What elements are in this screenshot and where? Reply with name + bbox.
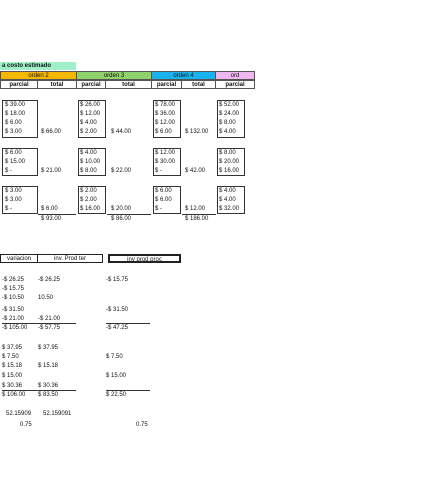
cell-total: $ 42.00 [185, 168, 206, 174]
cell-total: $ 20.00 [111, 206, 132, 212]
order-3-header: orden 3 [76, 71, 152, 80]
cell: $ 8.00 [219, 150, 236, 156]
cell: $ 6.00 [5, 120, 22, 126]
cell: $ 24.00 [219, 111, 240, 117]
order-5-header: ord [215, 71, 255, 80]
cell-total: $ 66.00 [41, 129, 62, 135]
var-cell: $ 15.18 [2, 363, 23, 369]
var-cell: -$ 26.25 [2, 277, 25, 283]
proc-cell: $ 15.00 [106, 373, 127, 379]
cell: $ 36.00 [155, 111, 176, 117]
subheader-total-2: total [105, 80, 152, 89]
cell: $ 2.00 [80, 197, 97, 203]
cell-total: $ 21.00 [41, 168, 62, 174]
proc-cell: $ 7.50 [106, 354, 123, 360]
cell-total: $ 22.00 [111, 168, 132, 174]
cell: $ 4.00 [80, 120, 97, 126]
var-cell: $ 106.00 [2, 392, 26, 398]
cell: $ 18.00 [5, 111, 26, 117]
ter-cell: $ 83.50 [38, 392, 59, 398]
cell: $ 16.00 [80, 206, 101, 212]
header-inv-prod-proc: inv prod proc [108, 254, 181, 263]
proc-cell: $ 22.50 [106, 392, 127, 398]
ter-cell: -$ 57.75 [38, 325, 61, 331]
cell-sum: $ 86.00 [111, 216, 132, 222]
cell: $ 8.00 [219, 120, 236, 126]
cell: $ 6.00 [155, 188, 172, 194]
cell: $ 6.00 [5, 150, 22, 156]
proc-cell: -$ 31.50 [106, 307, 129, 313]
cell: $ 2.00 [80, 129, 97, 135]
cell: $ - [5, 206, 13, 212]
ter-cell: -$ 26.25 [38, 277, 61, 283]
footer-value-a: 52.15909 [6, 411, 32, 417]
cell-sum: $ 186.00 [185, 216, 209, 222]
ter-cell: 10.50 [38, 295, 54, 301]
proc-cell: -$ 47.25 [106, 325, 129, 331]
cell: $ 3.00 [5, 197, 22, 203]
var-cell: -$ 10.50 [2, 295, 25, 301]
ter-cell: -$ 21.00 [38, 316, 61, 322]
cell: $ 10.00 [80, 159, 101, 165]
cell-total: $ 6.00 [41, 206, 58, 212]
order-4-header: orden 4 [151, 71, 216, 80]
subheader-parcial-1: parcial [0, 80, 38, 89]
cell: $ 6.00 [155, 129, 172, 135]
subheader-parcial-2: parcial [76, 80, 106, 89]
var-cell: $ 30.36 [2, 383, 23, 389]
order-2-header: orden 2 [0, 71, 77, 80]
cell: $ 12.00 [155, 120, 176, 126]
header-inv-prod-ter: inv. Prod ter [37, 254, 103, 263]
sum-line [106, 390, 150, 391]
subheader-total-3: total [181, 80, 216, 89]
cell-total: $ 12.00 [185, 206, 206, 212]
cell: $ 32.00 [219, 206, 240, 212]
cell: $ 3.00 [5, 129, 22, 135]
cell: $ 30.00 [155, 159, 176, 165]
cell: $ 2.00 [80, 188, 97, 194]
var-cell: -$ 21.00 [2, 316, 25, 322]
cell: $ 4.00 [80, 150, 97, 156]
cell: $ - [155, 168, 163, 174]
footer-value-b: 52.159091 [43, 411, 72, 417]
subheader-total-1: total [37, 80, 77, 89]
subheader-parcial-3: parcial [151, 80, 182, 89]
ter-cell: $ 15.18 [38, 363, 59, 369]
cell: $ 6.00 [155, 197, 172, 203]
cell: $ 4.00 [219, 197, 236, 203]
footer-value-d: 0.75 [136, 422, 148, 428]
cell: $ 26.00 [80, 102, 101, 108]
ter-cell: $ 37.95 [38, 345, 59, 351]
cell: $ 12.00 [155, 150, 176, 156]
cell: $ 4.00 [219, 129, 236, 135]
var-cell: -$ 31.50 [2, 307, 25, 313]
cell: $ 15.00 [5, 159, 26, 165]
cell: $ 3.00 [5, 188, 22, 194]
var-cell: $ 37.95 [2, 345, 23, 351]
proc-cell: -$ 15.75 [106, 277, 129, 283]
sum-line [106, 323, 150, 324]
cell: $ 39.00 [5, 102, 26, 108]
cell: $ 12.00 [80, 111, 101, 117]
cell: $ 20.00 [219, 159, 240, 165]
title-label: a costo estimado [0, 62, 76, 70]
header-variacion: variacion [0, 254, 38, 263]
cell: $ 52.00 [219, 102, 240, 108]
cell-total: $ 44.00 [111, 129, 132, 135]
var-cell: $ 7.50 [2, 354, 19, 360]
cell: $ 78.00 [155, 102, 176, 108]
subheader-parcial-4: parcial [215, 80, 255, 89]
cell: $ 16.00 [219, 168, 240, 174]
cell: $ - [5, 168, 13, 174]
var-cell: -$ 105.00 [2, 325, 28, 331]
cell-total: $ 132.00 [185, 129, 209, 135]
ter-cell: $ 30.36 [38, 383, 59, 389]
cell: $ 4.00 [219, 188, 236, 194]
footer-value-c: 0.75 [20, 422, 32, 428]
cell-sum: $ 93.00 [41, 216, 62, 222]
cell: $ - [155, 206, 163, 212]
var-cell: $ 15.00 [2, 373, 23, 379]
cell: $ 8.00 [80, 168, 97, 174]
var-cell: -$ 15.75 [2, 286, 25, 292]
